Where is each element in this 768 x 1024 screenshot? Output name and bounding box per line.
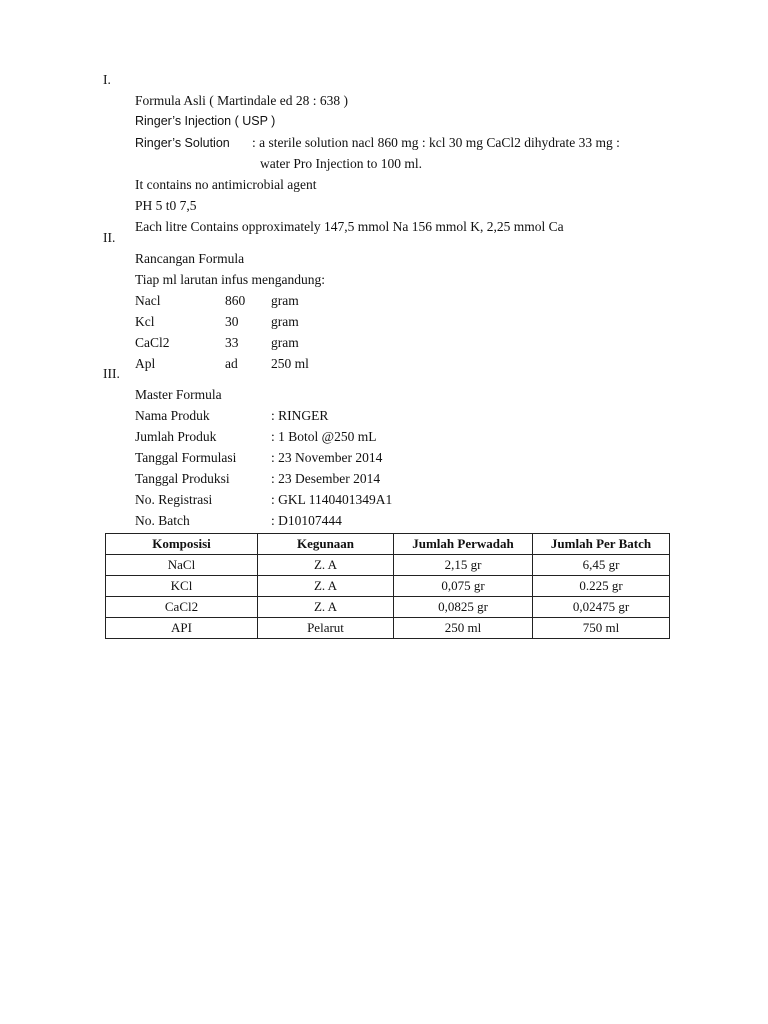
- column-header: Kegunaan: [258, 534, 394, 555]
- ingredient-row: [135, 332, 735, 353]
- field-label: No. Batch: [135, 513, 190, 528]
- section-original-formula: [0, 69, 768, 234]
- ringers-injection-line: Ringer’s Injection ( USP ): [135, 114, 276, 128]
- section-number: II.: [103, 230, 116, 245]
- ingredient-name: Kcl: [135, 314, 155, 329]
- ringers-solution-label: Ringer’s Solution: [135, 136, 230, 150]
- ringers-solution-line: [135, 132, 735, 153]
- table-cell: 0,02475 gr: [533, 597, 670, 618]
- table-cell: Z. A: [258, 555, 394, 576]
- field-value: : D10107444: [271, 513, 342, 528]
- table-cell: 6,45 gr: [533, 555, 670, 576]
- ingredient-unit: gram: [271, 314, 299, 329]
- table-cell: Z. A: [258, 576, 394, 597]
- ingredient-unit: gram: [271, 293, 299, 308]
- ingredient-amount: ad: [225, 356, 238, 371]
- field-value: : 23 November 2014: [271, 450, 383, 465]
- master-formula-title: Master Formula: [135, 387, 222, 402]
- table-cell: 2,15 gr: [394, 555, 533, 576]
- table-row: [106, 576, 670, 597]
- table-row: [106, 618, 670, 639]
- table-row: [106, 555, 670, 576]
- field-value: : 23 Desember 2014: [271, 471, 381, 486]
- table-cell: 0,0825 gr: [394, 597, 533, 618]
- field-label: Tanggal Formulasi: [135, 450, 237, 465]
- ingredient-name: CaCl2: [135, 335, 170, 350]
- table-cell: Pelarut: [258, 618, 394, 639]
- table-cell: 0.225 gr: [533, 576, 670, 597]
- column-header: Jumlah Perwadah: [394, 534, 533, 555]
- ph-line: PH 5 t0 7,5: [135, 198, 197, 213]
- master-field-row: [135, 468, 735, 489]
- section-number: I.: [103, 72, 111, 87]
- original-formula-title: Formula Asli ( Martindale ed 28 : 638 ): [135, 93, 348, 108]
- master-field-row: [135, 426, 735, 447]
- table-cell: CaCl2: [106, 597, 258, 618]
- table-header-row: [106, 534, 670, 555]
- ingredient-name: Nacl: [135, 293, 161, 308]
- table-cell: 250 ml: [394, 618, 533, 639]
- table-cell: 0,075 gr: [394, 576, 533, 597]
- ingredient-name: Apl: [135, 356, 156, 371]
- field-label: No. Registrasi: [135, 492, 213, 507]
- master-field-row: [135, 510, 735, 531]
- master-field-row: [135, 447, 735, 468]
- water-line: water Pro Injection to 100 ml.: [260, 156, 422, 171]
- field-value: : 1 Botol @250 mL: [271, 429, 377, 444]
- ingredient-amount: 30: [225, 314, 239, 329]
- section-number: III.: [103, 366, 120, 381]
- field-value: : GKL 1140401349A1: [271, 492, 393, 507]
- ingredient-amount: 33: [225, 335, 239, 350]
- field-label: Nama Produk: [135, 408, 210, 423]
- formula-design-title: Rancangan Formula: [135, 251, 245, 266]
- table-cell: NaCl: [106, 555, 258, 576]
- column-header: Jumlah Per Batch: [533, 534, 670, 555]
- antimicrobial-line: It contains no antimicrobial agent: [135, 177, 317, 192]
- ingredient-amount: 860: [225, 293, 246, 308]
- table-cell: API: [106, 618, 258, 639]
- ringers-solution-description: : a sterile solution nacl 860 mg : kcl 30 mg CaCl2 dihydrate 33 mg :: [252, 135, 620, 150]
- field-value: : RINGER: [271, 408, 329, 423]
- ingredient-unit: gram: [271, 335, 299, 350]
- composition-table: [105, 533, 670, 639]
- table-cell: Z. A: [258, 597, 394, 618]
- ingredient-row: [135, 311, 735, 332]
- field-label: Tanggal Produksi: [135, 471, 230, 486]
- section-master-formula: [0, 363, 768, 528]
- table-row: [106, 597, 670, 618]
- field-label: Jumlah Produk: [135, 429, 217, 444]
- column-header: Komposisi: [106, 534, 258, 555]
- section-formula-design: [0, 227, 768, 371]
- litre-contains-line: Each litre Contains opproximately 147,5 mmol Na 156 mmol K, 2,25 mmol Ca: [135, 219, 564, 234]
- ingredient-row: [135, 290, 735, 311]
- master-field-row: [135, 405, 735, 426]
- formula-design-intro: Tiap ml larutan infus mengandung:: [135, 272, 325, 287]
- table-cell: 750 ml: [533, 618, 670, 639]
- ingredient-unit: 250 ml: [271, 356, 309, 371]
- master-field-row: [135, 489, 735, 510]
- table-cell: KCl: [106, 576, 258, 597]
